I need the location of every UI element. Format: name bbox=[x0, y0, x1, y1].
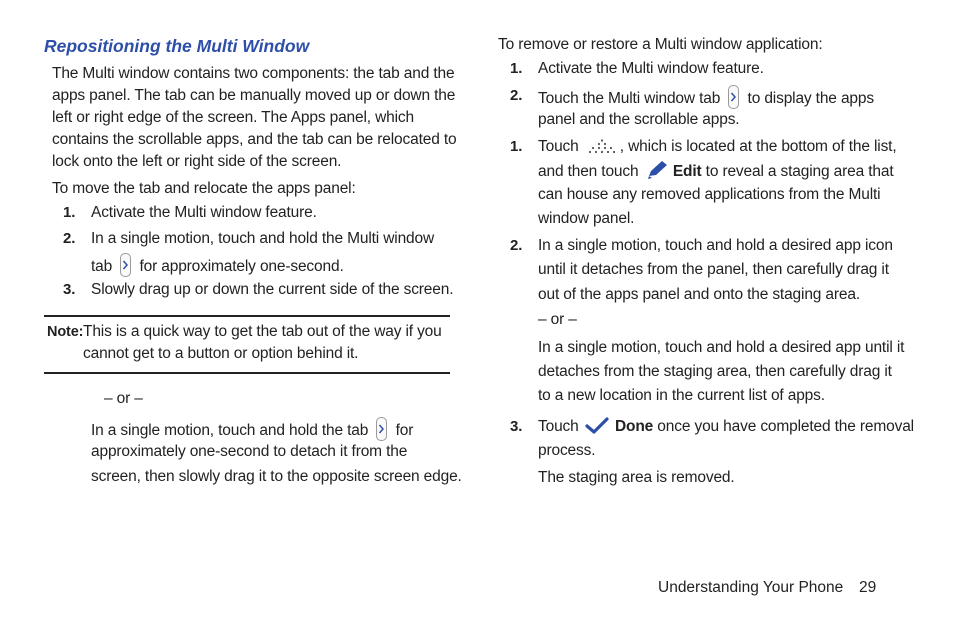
step-text: Touch bbox=[538, 138, 579, 155]
final-text: The staging area is removed. bbox=[538, 469, 735, 486]
step-text: Slowly drag up or down the current side of the screen. bbox=[91, 281, 454, 298]
footer-section-title: Understanding Your Phone bbox=[658, 579, 844, 596]
step-number: 1. bbox=[63, 204, 76, 221]
step-number: 1. bbox=[510, 60, 523, 77]
or-separator: – or – bbox=[104, 390, 143, 407]
section-heading: Repositioning the Multi Window bbox=[44, 36, 310, 56]
step-number: 3. bbox=[510, 418, 523, 435]
step-text: tab bbox=[91, 258, 113, 275]
right-intro: To remove or restore a Multi window application: bbox=[498, 36, 823, 53]
step-number: 3. bbox=[63, 281, 76, 298]
step-text: In a single motion, touch and hold a desired app icon bbox=[538, 237, 893, 254]
alt-text: to a new location in the current list of apps. bbox=[538, 387, 825, 404]
step-text: , which is located at the bottom of the list, bbox=[619, 138, 897, 155]
step-number: 1. bbox=[510, 138, 523, 155]
done-check-icon bbox=[585, 417, 609, 442]
move-intro: To move the tab and relocate the apps panel: bbox=[52, 180, 356, 197]
page-number: 29 bbox=[859, 579, 877, 596]
step-text: and then touch bbox=[538, 163, 639, 180]
step-text-line1 bbox=[538, 136, 897, 162]
intro-line-5: lock onto the left or right side of the screen. bbox=[52, 153, 342, 170]
note-label: Note: bbox=[47, 324, 84, 340]
alt-text: In a single motion, touch and hold the tab bbox=[91, 422, 369, 439]
edit-label: Edit bbox=[672, 163, 702, 180]
note-bottom-rule bbox=[44, 372, 450, 374]
alt-text: for bbox=[395, 422, 414, 439]
step-number: 2. bbox=[510, 87, 523, 104]
multi-window-tab-icon bbox=[376, 417, 387, 441]
intro-line-2: apps panel. The tab can be manually moved up or down the bbox=[52, 87, 456, 104]
more-dots-icon bbox=[587, 139, 619, 162]
step-text: to reveal a staging area that bbox=[705, 163, 894, 180]
intro-line-3: left or right edge of the screen. The Apps panel, which bbox=[52, 109, 414, 126]
step-text: out of the apps panel and onto the staging area. bbox=[538, 286, 861, 303]
alt-text: approximately one-second to detach it from the bbox=[91, 443, 408, 460]
alt-text: screen, then slowly drag it to the opposite screen edge. bbox=[91, 468, 462, 485]
note-text: cannot get to a button or option behind it. bbox=[83, 345, 359, 362]
step-text-line2 bbox=[538, 160, 893, 187]
note-top-rule bbox=[44, 315, 450, 317]
step-text: to display the apps bbox=[747, 90, 874, 107]
step-text: In a single motion, touch and hold the Multi window bbox=[91, 230, 435, 247]
alt-text: In a single motion, touch and hold a desired app until it bbox=[538, 339, 905, 356]
step-text-line2 bbox=[91, 253, 344, 278]
intro-line-1: The Multi window contains two components: the tab and the bbox=[52, 65, 455, 82]
or-separator: – or – bbox=[538, 311, 577, 328]
step-text: can house any removed applications from the Multi bbox=[538, 186, 881, 203]
step-text: Touch the Multi window tab bbox=[538, 90, 721, 107]
edit-pencil-icon bbox=[645, 160, 669, 187]
intro-line-4: contains the scrollable apps, and the tab can be relocated to bbox=[52, 131, 457, 148]
step-text: process. bbox=[538, 442, 596, 459]
step-text: for approximately one-second. bbox=[139, 258, 344, 275]
step-text: until it detaches from the panel, then carefully drag it bbox=[538, 261, 889, 278]
step-text: once you have completed the removal bbox=[657, 418, 914, 435]
note-text: This is a quick way to get the tab out of the way if you bbox=[83, 323, 442, 340]
step-text: Activate the Multi window feature. bbox=[538, 60, 764, 77]
step-text-line1 bbox=[538, 416, 914, 442]
alt-text: detaches from the staging area, then carefully drag it bbox=[538, 363, 892, 380]
done-label: Done bbox=[614, 418, 654, 435]
step-text-line1 bbox=[538, 85, 874, 110]
step-text: panel and the scrollable apps. bbox=[538, 111, 740, 128]
step-text: Touch bbox=[538, 418, 579, 435]
step-text: window panel. bbox=[538, 210, 635, 227]
step-number: 2. bbox=[63, 230, 76, 247]
multi-window-tab-icon bbox=[728, 85, 739, 109]
step-text: Activate the Multi window feature. bbox=[91, 204, 317, 221]
multi-window-tab-icon bbox=[120, 253, 131, 277]
step-number: 2. bbox=[510, 237, 523, 254]
alt-text-line1 bbox=[91, 417, 413, 442]
